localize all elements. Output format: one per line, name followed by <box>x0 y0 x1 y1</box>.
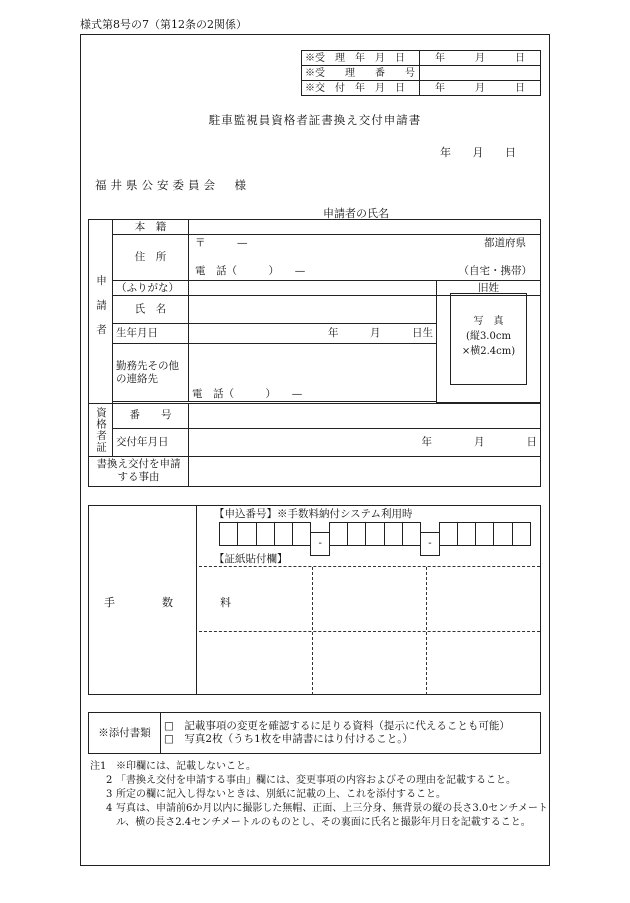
honseki-label: 本 籍 <box>113 220 189 235</box>
kyusei-label: 旧姓 <box>437 281 541 296</box>
receipt-table <box>301 50 541 96</box>
furigana-field[interactable] <box>189 281 437 296</box>
cert-number-field[interactable] <box>189 403 541 428</box>
birth-field[interactable]: 年 月 日生 <box>189 324 437 344</box>
application-number-label: 【申込番号】※手数料納付システム利用時 <box>214 508 413 520</box>
reason-field[interactable] <box>189 456 541 486</box>
application-number-box[interactable] <box>256 522 275 546</box>
applicant-name-label: 申請者の氏名 <box>323 207 389 220</box>
note-item <box>90 760 550 774</box>
application-number-box[interactable] <box>475 522 494 546</box>
application-number-box[interactable]: - <box>310 532 329 556</box>
note-text: 写真は、申請前6か月以内に撮影した無帽、正面、上三分身、無背景の縦の長さ3.0センチメートル、横の長さ2.4センチメートルのものとし、その裏面に氏名と撮影年月日を記載すること。 <box>116 803 548 828</box>
work-phone-field[interactable]: 電 話（ ） — <box>189 344 437 402</box>
name-field[interactable] <box>189 296 437 324</box>
note-number: 3 <box>106 789 113 800</box>
application-number-box[interactable] <box>347 522 366 546</box>
application-number-box[interactable] <box>439 522 458 546</box>
note-item <box>90 788 550 802</box>
fee-label: 手 数 料 <box>104 596 249 609</box>
receipt-date-label: ※受 理 年 月 日 <box>302 51 420 66</box>
attachment-item-1[interactable]: □ 記載事項の変更を確認するに足りる資料（提示に代えることも可能） <box>164 720 510 732</box>
postal-code: 〒 — <box>195 237 248 249</box>
honseki-field[interactable] <box>189 220 541 235</box>
note-item <box>90 802 550 830</box>
note-item <box>90 774 550 788</box>
notes <box>90 760 550 830</box>
name-label: 氏 名 <box>113 296 189 324</box>
stamp-area-label: 【証紙貼付欄】 <box>214 553 288 565</box>
application-number-box[interactable] <box>292 522 311 546</box>
note-number: 2 <box>106 775 113 786</box>
certificate-side-label: 資格者証 <box>89 403 113 456</box>
home-mobile-label: （自宅・携帯） <box>458 265 532 277</box>
application-number-box[interactable] <box>365 522 384 546</box>
note-number: 注1 <box>90 761 107 772</box>
application-number-box[interactable] <box>329 522 348 546</box>
reason-label: 書換え交付を申請する事由 <box>89 456 189 486</box>
photo-size-height: (縦3.0cm <box>466 331 511 342</box>
photo-size-width: ×横2.4cm) <box>461 346 516 357</box>
birth-label: 生年月日 <box>113 324 189 344</box>
attachments-items <box>161 713 541 754</box>
applicant-side-label: 申請者 <box>89 220 113 404</box>
receipt-number-label: ※受 理 番 号 <box>302 66 420 81</box>
issue-date-label: ※交 付 年 月 日 <box>302 81 420 96</box>
application-number-box[interactable] <box>384 522 403 546</box>
attachment-item-2[interactable]: □ 写真2枚（うち1枚を申請書にはり付けること。） <box>164 733 414 745</box>
work-contact-label: 勤務先その他の連絡先 <box>113 344 189 402</box>
application-number-box[interactable] <box>402 522 421 546</box>
address-label: 住 所 <box>113 235 189 281</box>
application-number-box[interactable]: - <box>420 532 439 556</box>
note-number: 4 <box>106 803 113 814</box>
application-number-box[interactable] <box>512 522 531 546</box>
cert-issue-field[interactable]: 年 月 日 <box>189 428 541 456</box>
application-date[interactable]: 年 月 日 <box>440 146 516 159</box>
note-text: 所定の欄に記入し得ないときは、別紙に記載の上、これを添付すること。 <box>116 789 446 800</box>
cert-issue-label: 交付年月日 <box>113 428 189 456</box>
note-text: 「書換え交付を申請する事由」欄には、変更事項の内容およびその理由を記載すること。 <box>116 775 516 786</box>
stamp-grid[interactable] <box>199 566 540 695</box>
prefecture-label: 都道府県 <box>484 237 526 249</box>
form-number: 様式第8号の7（第12条の2関係） <box>80 18 247 31</box>
receipt-number-value[interactable] <box>420 66 541 81</box>
application-number-box[interactable] <box>274 522 293 546</box>
application-number-box[interactable] <box>493 522 512 546</box>
note-text: ※印欄には、記載しないこと。 <box>116 761 256 772</box>
attachments-table <box>88 712 541 754</box>
receipt-date-value[interactable]: 年 月 日 <box>420 51 541 66</box>
cert-number-label: 番 号 <box>113 403 189 428</box>
photo-box <box>450 293 527 385</box>
issue-date-value[interactable]: 年 月 日 <box>420 81 541 96</box>
furigana-label: （ふりがな） <box>113 281 189 296</box>
attachments-label: ※添付書類 <box>89 713 161 754</box>
photo-title: 写 真 <box>473 316 504 327</box>
address-field[interactable] <box>189 235 541 281</box>
application-number-box[interactable] <box>219 522 238 546</box>
form-title: 駐車監視員資格者証書換え交付申請書 <box>208 113 422 127</box>
application-number-box[interactable] <box>457 522 476 546</box>
addressee: 福井県公安委員会 様 <box>95 178 250 192</box>
application-number-box[interactable] <box>237 522 256 546</box>
phone-label: 電 話（ ） — <box>195 265 306 277</box>
